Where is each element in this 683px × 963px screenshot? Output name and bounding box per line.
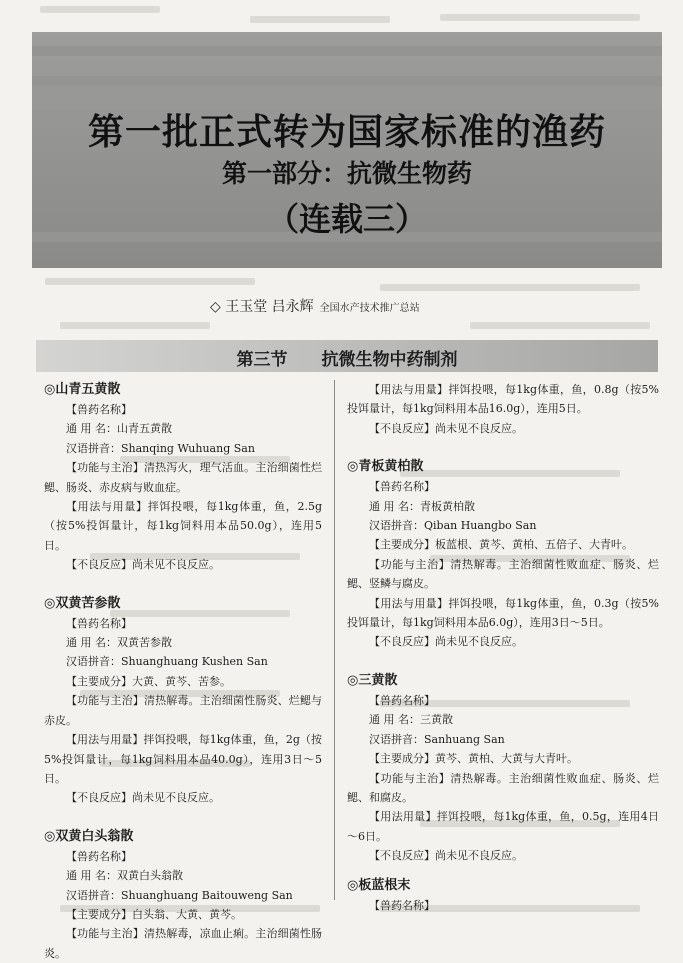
paragraph: 汉语拼音：Qiban Huangbo San: [369, 519, 537, 533]
paragraph: 【用法与用量】拌饵投喂，每1kg体重，鱼，0.8g（按5%投饵量计，每1kg饲料用本品16.0g），连用5日。: [347, 383, 659, 416]
drug-entry-title: ◎山青五黄散: [44, 382, 121, 397]
paragraph: 【不良反应】尚未见不良反应。: [66, 791, 220, 805]
column-divider: [334, 380, 335, 900]
paragraph: 【主要成分】黄芩、黄柏、大黄与大青叶。: [369, 752, 578, 766]
left-column: [44, 380, 322, 963]
paragraph: 通 用 名：山青五黄散: [66, 422, 172, 436]
serial-label: （连载三）: [266, 200, 427, 238]
spacer: [44, 575, 322, 594]
paragraph: 【功能与主治】清热解毒。主治细菌性肠炎、烂鳃与赤皮。: [44, 694, 322, 727]
paragraph: 【兽药名称】: [369, 898, 435, 912]
paragraph: 【功能与主治】清热解毒。主治细菌性败血症、肠炎、烂鳃、和腐皮。: [347, 771, 659, 804]
paragraph: 通 用 名：双黄白头翁散: [66, 869, 183, 883]
paragraph: 【用法与用量】拌饵投喂，每1kg体重，鱼，2.5g（按5%投饵量计，每1kg饲料用本品50.0g），连用5日。: [44, 500, 322, 552]
drug-entry-title: ◎青板黄柏散: [347, 459, 424, 475]
paragraph: 【用法与用量】拌饵投喂，每1kg体重，鱼，2g（按5%投饵量计，每1kg饲料用本品40.0g），连用3日～5日。: [44, 733, 322, 785]
affiliation: 全国水产技术推广总站: [319, 303, 420, 314]
spacer: [347, 866, 659, 876]
paragraph: 汉语拼音：Shuanghuang Kushen San: [66, 655, 268, 669]
paragraph: 【用法与用量】拌饵投喂，每1kg体重，鱼，0.3g（按5%投饵量计，每1kg饲料用本品6.0g），连用3日～5日。: [347, 596, 659, 630]
title-banner: [32, 32, 662, 268]
drug-entry-title: ◎三黄散: [347, 672, 398, 688]
paragraph: 【功能与主治】清热解毒，凉血止痢。主治细菌性肠炎。: [44, 927, 322, 960]
paragraph: 【功能与主治】清热解毒。主治细菌性败血症、肠炎、烂鳃、竖鳞与腐皮。: [347, 557, 659, 591]
spacer: [347, 438, 659, 457]
paragraph: 汉语拼音：Sanhuang San: [369, 732, 505, 746]
authors: ◇ 王玉堂 吕永辉: [210, 299, 314, 315]
drug-entry-title: ◎板蓝根末: [347, 877, 411, 893]
paragraph: 【主要成分】大黄、黄芩、苦参。: [66, 674, 231, 688]
paragraph: 【不良反应】尚未见不良反应。: [66, 558, 220, 572]
right-column: [347, 380, 659, 915]
paragraph: 【不良反应】尚未见不良反应。: [369, 421, 523, 435]
paragraph: 【兽药名称】: [66, 849, 132, 863]
paragraph: 【不良反应】尚未见不良反应。: [369, 635, 523, 649]
drug-entry-title: ◎双黄苦参散: [44, 595, 121, 611]
paragraph: 【主要成分】板蓝根、黄芩、黄柏、五倍子、大青叶。: [369, 538, 633, 552]
spacer: [44, 808, 322, 827]
paragraph: 汉语拼音：Shanqing Wuhuang San: [66, 441, 255, 455]
paragraph: 【兽药名称】: [369, 693, 435, 707]
paragraph: 【用法用量】拌饵投喂，每1kg体重，鱼，0.5g，连用4日～6日。: [347, 810, 659, 843]
paragraph: 通 用 名：双黄苦参散: [66, 636, 172, 650]
paragraph: 【不良反应】尚未见不良反应。: [369, 849, 523, 863]
section-heading-bar: [36, 340, 658, 372]
paragraph: 【功能与主治】清热泻火，理气活血。主治细菌性烂鳃、肠炎、赤皮病与败血症。: [44, 461, 322, 494]
paragraph: 【兽药名称】: [369, 480, 435, 494]
paragraph: 通 用 名：青板黄柏散: [369, 499, 475, 513]
paragraph: 【主要成分】白头翁、大黄、黄芩。: [66, 907, 242, 921]
main-title: 第一批正式转为国家标准的渔药: [87, 111, 606, 153]
paragraph: 【兽药名称】: [66, 616, 132, 630]
section-title: 第三节 抗微生物中药制剂: [236, 350, 458, 370]
paragraph: 【兽药名称】: [66, 403, 132, 416]
subtitle: 第一部分：抗微生物药: [221, 159, 472, 188]
paragraph: 通 用 名：三黄散: [369, 713, 453, 727]
drug-entry-title: ◎双黄白头翁散: [44, 828, 134, 844]
byline: [210, 296, 420, 316]
spacer: [347, 652, 659, 671]
paragraph: 汉语拼音：Shuanghuang Baitouweng San: [66, 888, 293, 902]
